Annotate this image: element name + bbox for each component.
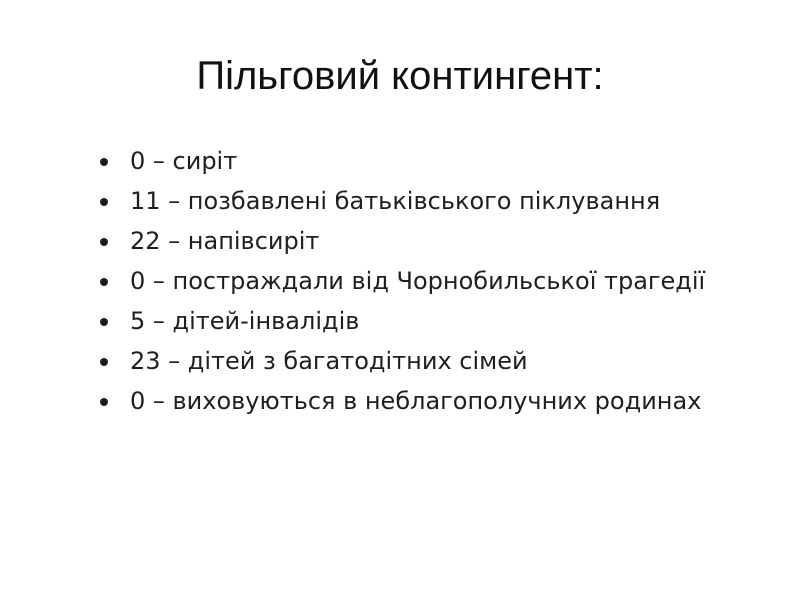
list-item xyxy=(100,266,720,296)
list-item xyxy=(100,346,720,376)
bullet-dot-icon xyxy=(100,198,108,206)
bullet-dot-icon xyxy=(100,398,108,406)
list-item-text: 0 – сиріт xyxy=(130,147,238,175)
list-item-text: 5 – дітей-інвалідів xyxy=(130,307,360,335)
bullet-dot-icon xyxy=(100,358,108,366)
list-item xyxy=(100,226,720,256)
list-item-text: 11 – позбавлені батьківського піклування xyxy=(130,187,661,215)
list-item-text: 22 – напівсиріт xyxy=(130,227,320,255)
list-item xyxy=(100,306,720,336)
bullet-dot-icon xyxy=(100,158,108,166)
list-item xyxy=(100,186,720,216)
bullet-dot-icon xyxy=(100,278,108,286)
list-item-text: 0 – виховуються в неблагополучних родинах xyxy=(130,387,702,415)
list-item xyxy=(100,146,720,176)
list-item-text: 23 – дітей з багатодітних сімей xyxy=(130,347,528,375)
bullet-dot-icon xyxy=(100,318,108,326)
slide-title: Пільговий контингент: xyxy=(196,54,604,98)
bullet-dot-icon xyxy=(100,238,108,246)
bullet-list xyxy=(100,146,720,426)
list-item-text: 0 – постраждали від Чорнобильської трагедії xyxy=(130,267,706,295)
list-item xyxy=(100,386,720,416)
